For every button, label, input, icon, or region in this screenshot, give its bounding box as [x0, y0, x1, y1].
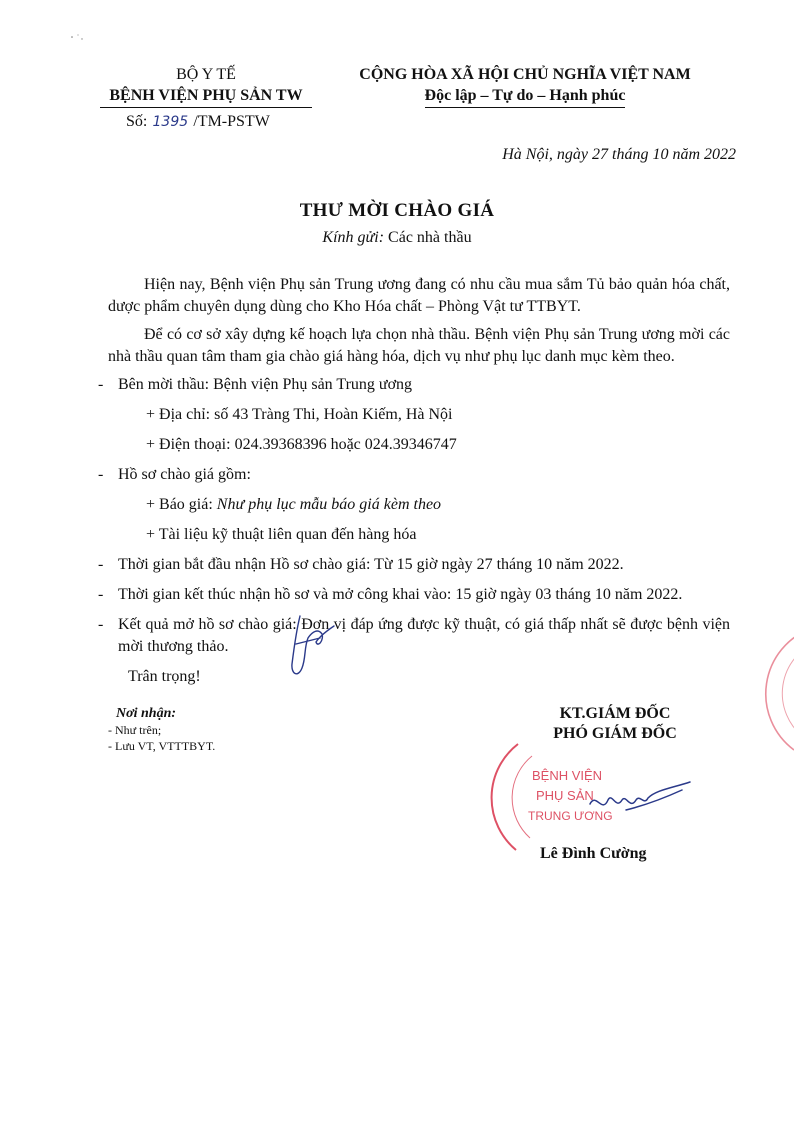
issuer-block — [96, 64, 316, 133]
quote-value: Như phụ lục mẫu báo giá kèm theo — [216, 496, 442, 513]
list-item-end-time — [98, 584, 730, 606]
ministry-name: BỘ Y TẾ — [176, 66, 236, 83]
hospital-name: BỆNH VIỆN PHỤ SẢN TW — [100, 85, 312, 108]
list-item-inviter — [98, 374, 730, 396]
number-handwritten: 1395 — [152, 114, 189, 130]
start-time-text: Thời gian bắt đầu nhận Hồ sơ chào giá: Từ 15 giờ ngày 27 tháng 10 năm 2022. — [118, 556, 624, 573]
dash-bullet: - — [98, 556, 104, 573]
dossier-text: Hồ sơ chào giá gồm: — [118, 466, 251, 483]
national-header — [330, 64, 720, 108]
phone-line: + Điện thoại: 024.39368396 hoặc 024.39346747 — [146, 436, 457, 453]
list-item-result — [98, 614, 730, 658]
list-item-start-time — [98, 554, 730, 576]
partial-stamp-edge-icon — [752, 624, 794, 754]
number-prefix: Số: — [126, 113, 148, 130]
scan-speck-icon — [70, 32, 84, 42]
signature-title-2: PHÓ GIÁM ĐỐC — [553, 725, 677, 742]
result-text: Kết quả mở hồ sơ chào giá: Đơn vị đáp ứng được kỹ thuật, có giá thấp nhất sẽ được bệnh viện mời thương thảo. — [118, 616, 730, 655]
number-suffix: /TM-PSTW — [193, 113, 270, 130]
paragraph-invitation: Để có cơ sở xây dựng kế hoạch lựa chọn nhà thầu. Bệnh viện Phụ sản Trung ương mời các nhà thầu quan tâm tham gia chào giá hàng hóa, dịch vụ như phụ lục danh mục kèm theo. — [108, 326, 730, 365]
quote-line — [108, 494, 730, 516]
recipient-label: Kính gửi: — [322, 229, 385, 246]
recipients-block — [108, 706, 215, 754]
address-line: + Địa chỉ: số 43 Tràng Thi, Hoàn Kiếm, Hà Nội — [146, 406, 453, 423]
signature-title-1: KT.GIÁM ĐỐC — [559, 705, 671, 722]
dash-bullet: - — [98, 616, 104, 633]
country-name: CỘNG HÒA XÃ HỘI CHỦ NGHĨA VIỆT NAM — [359, 66, 691, 83]
stamp-text-line: TRUNG ƯƠNG — [528, 809, 613, 823]
closing-greeting: Trân trọng! — [128, 668, 201, 685]
national-motto: Độc lập – Tự do – Hạnh phúc — [425, 85, 626, 108]
inviter-text: Bên mời thầu: Bệnh viện Phụ sản Trung ương — [118, 376, 413, 393]
recipient-value: Các nhà thầu — [388, 229, 472, 246]
letter-body — [98, 274, 730, 688]
recipient-item: - Như trên; — [108, 723, 162, 737]
place-date: Hà Nội, ngày 27 tháng 10 năm 2022 — [502, 146, 736, 163]
list-item-dossier — [98, 464, 730, 486]
initial-signature-icon — [282, 608, 342, 684]
signature-block — [520, 704, 710, 744]
recipients-title: Nơi nhận: — [116, 706, 177, 721]
document-title: THƯ MỜI CHÀO GIÁ — [299, 200, 495, 221]
dash-bullet: - — [98, 376, 104, 393]
dash-bullet: - — [98, 586, 104, 603]
quote-prefix: + Báo giá: — [146, 496, 213, 513]
signer-name: Lê Đình Cường — [540, 845, 647, 862]
technical-docs-line: + Tài liệu kỹ thuật liên quan đến hàng hóa — [146, 526, 417, 543]
dash-bullet: - — [98, 466, 104, 483]
stamp-text-line: PHỤ SẢN — [536, 788, 594, 803]
recipient-line — [0, 229, 794, 247]
director-signature-icon — [586, 770, 696, 830]
paragraph-intro: Hiện nay, Bệnh viện Phụ sản Trung ương đang có nhu cầu mua sắm Tủ bảo quản hóa chất, dược phẩm chuyên dụng dùng cho Kho Hóa chất – Phòng Vật tư TTBYT. — [108, 276, 730, 315]
stamp-text-line: BỆNH VIỆN — [532, 768, 603, 783]
recipient-item: - Lưu VT, VTTTBYT. — [108, 739, 216, 753]
document-number — [96, 111, 316, 133]
end-time-text: Thời gian kết thúc nhận hồ sơ và mở công khai vào: 15 giờ ngày 03 tháng 10 năm 2022. — [118, 586, 683, 603]
